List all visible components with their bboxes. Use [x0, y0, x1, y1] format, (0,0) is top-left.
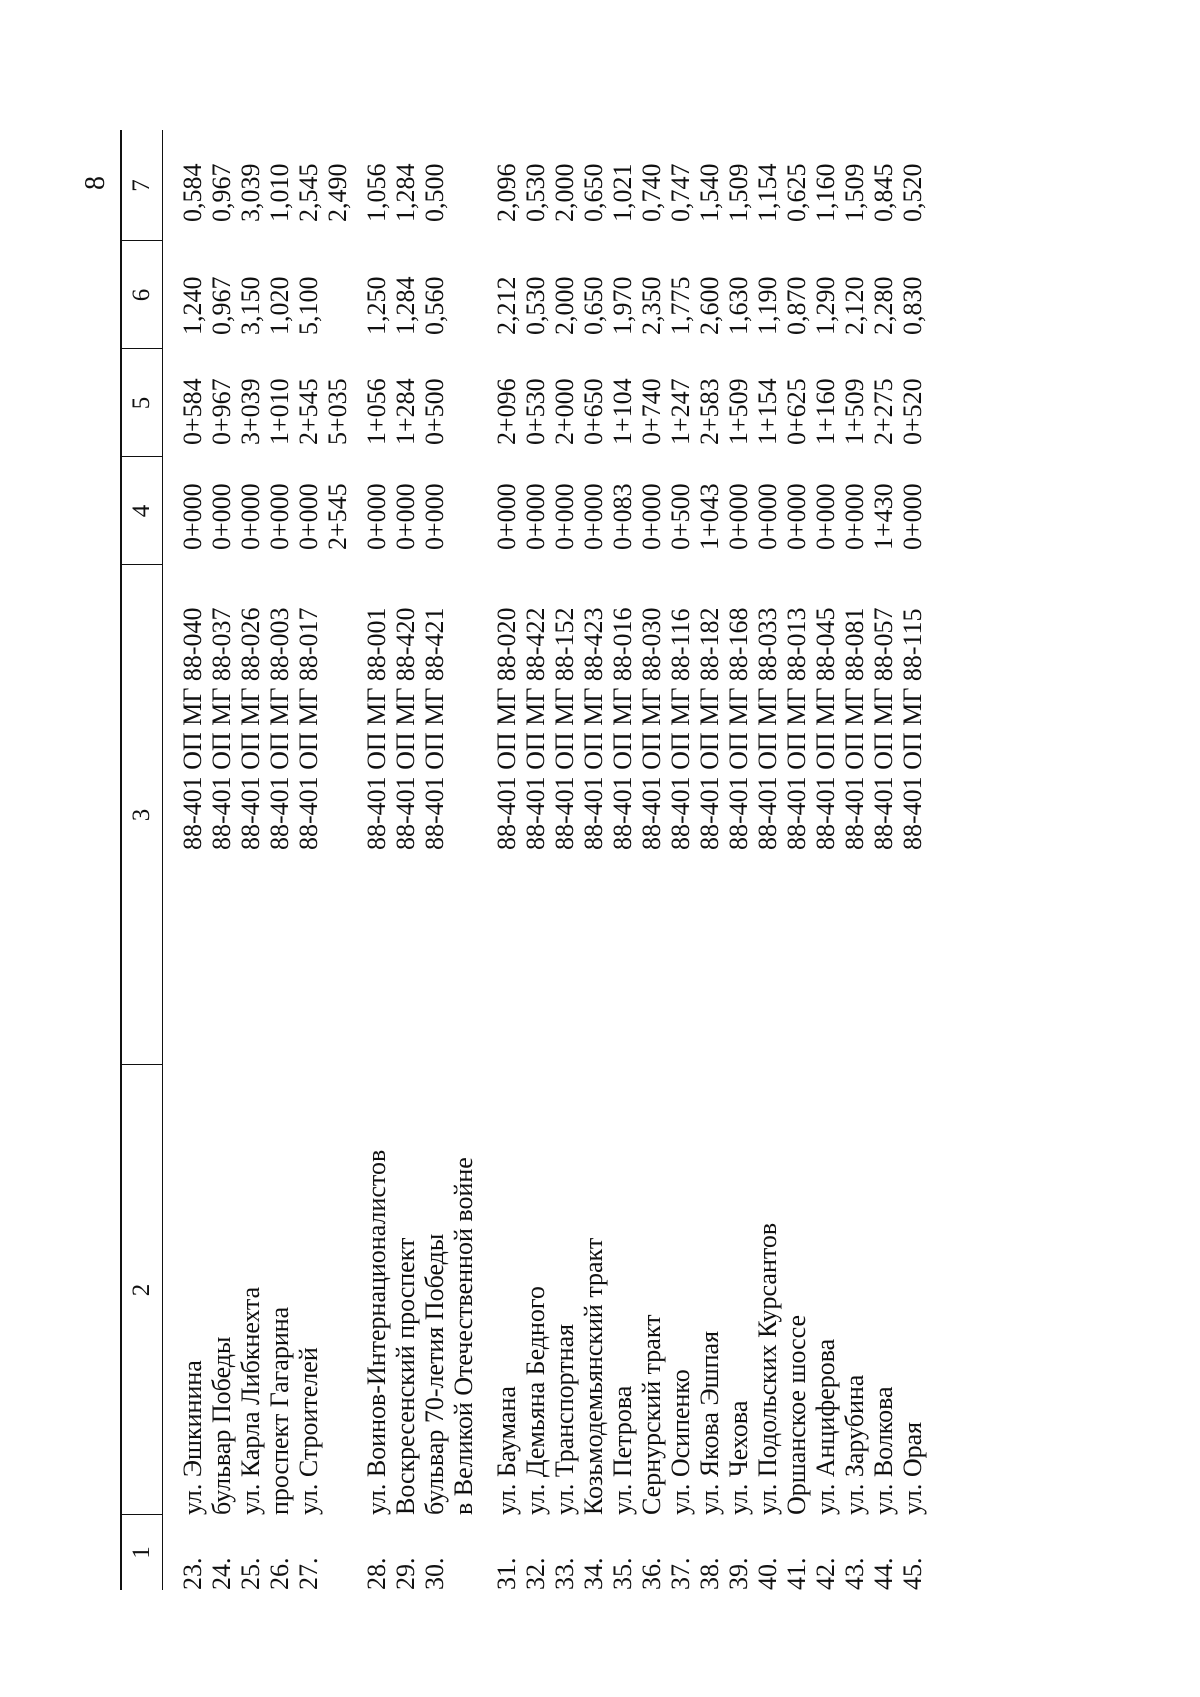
table-cell-n: 35. — [608, 1557, 637, 1590]
table-cell-code: 88-401 ОП МГ 88-016 — [608, 607, 637, 850]
table-cell-start: 0+000 — [294, 483, 323, 550]
table-cell-n: 24. — [207, 1557, 236, 1590]
table-cell-length: 2,120 — [840, 276, 869, 335]
table-cell-start: 0+500 — [666, 483, 695, 550]
header-col-7: 7 — [128, 179, 155, 192]
table-cell-name: Козьмодемьянский тракт — [579, 1237, 608, 1515]
table-cell-name: ул. Орая — [898, 1421, 927, 1515]
table-cell-value: 1,509 — [724, 163, 753, 222]
table-cell-code: 88-401 ОП МГ 88-116 — [666, 608, 695, 850]
table-cell-start: 0+000 — [265, 483, 294, 550]
table-cell-name: ул. Карла Либкнехта — [236, 1286, 265, 1515]
table-cell-name: ул. Демьяна Бедного — [521, 1286, 550, 1515]
table-cell-name: в Великой Отечественной войне — [449, 1157, 478, 1515]
table-cell-value: 0,740 — [637, 163, 666, 222]
table-cell-length: 1,630 — [724, 276, 753, 335]
table-cell-code: 88-401 ОП МГ 88-045 — [811, 607, 840, 850]
table-cell-start: 0+000 — [898, 483, 927, 550]
table-cell-value: 1,284 — [391, 163, 420, 222]
table-cell-start: 0+000 — [637, 483, 666, 550]
table-cell-code: 88-401 ОП МГ 88-030 — [637, 607, 666, 850]
table-cell-value: 1,540 — [695, 163, 724, 222]
table-cell-value: 0,650 — [579, 163, 608, 222]
table-cell-end: 0+625 — [782, 378, 811, 445]
table-cell-name: ул. Волкова — [869, 1386, 898, 1515]
table-row — [449, 130, 478, 1590]
table-row — [637, 130, 666, 1590]
table-cell-code: 88-401 ОП МГ 88-020 — [492, 607, 521, 850]
table-row — [724, 130, 753, 1590]
table-cell-start: 0+000 — [236, 483, 265, 550]
table-cell-end: 1+509 — [724, 378, 753, 445]
table-row — [579, 130, 608, 1590]
table-cell-value: 0,584 — [178, 163, 207, 222]
header-col-5: 5 — [128, 396, 155, 410]
table-cell-end: 0+967 — [207, 378, 236, 445]
table-cell-name: ул. Чехова — [724, 1400, 753, 1515]
header-col-6: 6 — [128, 288, 155, 302]
table-cell-n: 32. — [521, 1557, 550, 1590]
table-cell-n: 33. — [550, 1557, 579, 1590]
table-cell-start: 0+000 — [753, 483, 782, 550]
table-cell-code: 88-401 ОП МГ 88-037 — [207, 607, 236, 850]
table-cell-code: 88-401 ОП МГ 88-182 — [695, 607, 724, 850]
table-cell-length: 5,100 — [294, 276, 323, 335]
table-cell-start: 0+083 — [608, 483, 637, 550]
table-cell-value: 1,021 — [608, 163, 637, 222]
table-cell-name: ул. Эшкинина — [178, 1360, 207, 1515]
table-cell-start: 1+043 — [695, 483, 724, 550]
table-row — [265, 130, 294, 1590]
table-cell-end: 0+740 — [637, 378, 666, 445]
table-cell-code: 88-401 ОП МГ 88-057 — [869, 607, 898, 850]
table-cell-name: ул. Якова Эшпая — [695, 1330, 724, 1515]
header-col-3: 3 — [128, 808, 155, 822]
table-cell-n: 39. — [724, 1557, 753, 1590]
table-cell-end: 1+154 — [753, 378, 782, 445]
table-cell-code: 88-401 ОП МГ 88-421 — [420, 607, 449, 850]
table-cell-end: 0+500 — [420, 378, 449, 445]
table-cell-start: 0+000 — [391, 483, 420, 550]
table-cell-end: 3+039 — [236, 378, 265, 445]
table-row — [898, 130, 927, 1590]
table-cell-value: 1,509 — [840, 163, 869, 222]
table-cell-start: 0+000 — [178, 483, 207, 550]
table-cell-name: ул. Подольских Курсантов — [753, 1222, 782, 1515]
table-cell-n: 27. — [294, 1557, 323, 1590]
table-cell-length: 0,870 — [782, 276, 811, 335]
table-cell-end: 1+056 — [362, 378, 391, 445]
table-cell-length: 1,290 — [811, 276, 840, 335]
table-cell-code: 88-401 ОП МГ 88-026 — [236, 607, 265, 850]
table-cell-n: 43. — [840, 1557, 869, 1590]
table-cell-code: 88-401 ОП МГ 88-168 — [724, 607, 753, 850]
table-cell-n: 34. — [579, 1557, 608, 1590]
table-cell-start: 0+000 — [840, 483, 869, 550]
table-cell-end: 0+584 — [178, 378, 207, 445]
table-cell-n: 31. — [492, 1557, 521, 1590]
table-cell-length: 0,650 — [579, 276, 608, 335]
table-cell-value: 0,500 — [420, 163, 449, 222]
table-cell-end: 2+583 — [695, 378, 724, 445]
table-cell-code: 88-401 ОП МГ 88-001 — [362, 607, 391, 850]
table-cell-n: 37. — [666, 1557, 695, 1590]
table-cell-length: 2,600 — [695, 276, 724, 335]
table-cell-length: 1,020 — [265, 276, 294, 335]
table-cell-value: 1,056 — [362, 163, 391, 222]
table-cell-name: Сернурский тракт — [637, 1314, 666, 1515]
table-cell-start: 0+000 — [521, 483, 550, 550]
table-row — [869, 130, 898, 1590]
table-cell-n: 40. — [753, 1557, 782, 1590]
table-cell-n: 44. — [869, 1557, 898, 1590]
table-cell-start: 0+000 — [579, 483, 608, 550]
table-cell-value: 3,039 — [236, 163, 265, 222]
table-cell-length: 1,284 — [391, 276, 420, 335]
table-cell-value: 2,545 — [294, 163, 323, 222]
table-cell-length: 1,250 — [362, 276, 391, 335]
table-cell-start: 0+000 — [362, 483, 391, 550]
table-cell-n: 38. — [695, 1557, 724, 1590]
table-cell-length: 1,970 — [608, 276, 637, 335]
table-row — [782, 130, 811, 1590]
table-cell-start: 0+000 — [811, 483, 840, 550]
table-cell-end: 2+275 — [869, 378, 898, 445]
table-cell-name: ул. Зарубина — [840, 1374, 869, 1515]
table-cell-name: проспект Гагарина — [265, 1306, 294, 1515]
table-cell-end: 2+545 — [294, 378, 323, 445]
table-cell-code: 88-401 ОП МГ 88-040 — [178, 607, 207, 850]
table-cell-value: 0,845 — [869, 163, 898, 222]
table-cell-value: 0,967 — [207, 163, 236, 222]
table-cell-code: 88-401 ОП МГ 88-033 — [753, 607, 782, 850]
table-cell-n: 28. — [362, 1557, 391, 1590]
table-cell-value: 2,096 — [492, 163, 521, 222]
table-cell-code: 88-401 ОП МГ 88-013 — [782, 607, 811, 850]
table-cell-value: 1,154 — [753, 163, 782, 222]
table-cell-name: бульвар Победы — [207, 1336, 236, 1515]
table-cell-value: 0,520 — [898, 163, 927, 222]
table-cell-end: 1+104 — [608, 378, 637, 445]
table-row — [362, 130, 391, 1590]
table-row — [840, 130, 869, 1590]
table-cell-end: 2+096 — [492, 378, 521, 445]
header-col-1: 1 — [128, 1546, 155, 1559]
table-cell-length: 2,350 — [637, 276, 666, 335]
table-cell-end: 1+509 — [840, 378, 869, 445]
table-cell-code: 88-401 ОП МГ 88-152 — [550, 607, 579, 850]
table-cell-end: 1+160 — [811, 378, 840, 445]
table-cell-code: 88-401 ОП МГ 88-017 — [294, 607, 323, 850]
table-cell-n: 42. — [811, 1557, 840, 1590]
table-cell-start: 0+000 — [492, 483, 521, 550]
table-cell-start: 0+000 — [724, 483, 753, 550]
table-row — [811, 130, 840, 1590]
header-col-4: 4 — [128, 504, 155, 518]
table-cell-start: 1+430 — [869, 483, 898, 550]
table-cell-name: ул. Осипенко — [666, 1369, 695, 1515]
header-col-2: 2 — [128, 1283, 155, 1297]
table-row — [420, 130, 449, 1590]
table-cell-length: 2,212 — [492, 276, 521, 335]
table-cell-n: 25. — [236, 1557, 265, 1590]
table-cell-start: 2+545 — [323, 483, 352, 550]
table-cell-code: 88-401 ОП МГ 88-115 — [898, 608, 927, 850]
table-cell-name: ул. Транспортная — [550, 1323, 579, 1515]
table-cell-value: 0,625 — [782, 163, 811, 222]
table-row — [236, 130, 265, 1590]
table-row — [695, 130, 724, 1590]
table-cell-n: 30. — [420, 1557, 449, 1590]
table-cell-end: 2+000 — [550, 378, 579, 445]
table-cell-n: 26. — [265, 1557, 294, 1590]
table-cell-name: бульвар 70-летия Победы — [420, 1233, 449, 1515]
table-cell-n: 41. — [782, 1557, 811, 1590]
table-cell-name: ул. Строителей — [294, 1347, 323, 1515]
table-cell-end: 1+284 — [391, 378, 420, 445]
table-cell-value: 0,530 — [521, 163, 550, 222]
table-row — [521, 130, 550, 1590]
table-cell-end: 0+520 — [898, 378, 927, 445]
table-row — [666, 130, 695, 1590]
table-cell-code: 88-401 ОП МГ 88-081 — [840, 607, 869, 850]
table-header-row — [122, 130, 163, 1590]
table-cell-name: ул. Анциферова — [811, 1338, 840, 1515]
table-row — [391, 130, 420, 1590]
table-row — [492, 130, 521, 1590]
table-cell-start: 0+000 — [550, 483, 579, 550]
table-cell-name: ул. Воинов-Интернационалистов — [362, 1149, 391, 1515]
table-cell-length: 0,530 — [521, 276, 550, 335]
table-cell-name: Воскресенский проспект — [391, 1237, 420, 1515]
table-cell-value: 0,747 — [666, 163, 695, 222]
table-cell-length: 2,280 — [869, 276, 898, 335]
table-cell-end: 5+035 — [323, 378, 352, 445]
table-row — [753, 130, 782, 1590]
table-row — [207, 130, 236, 1590]
table-cell-code: 88-401 ОП МГ 88-420 — [391, 607, 420, 850]
table-cell-value: 1,010 — [265, 163, 294, 222]
table-cell-value: 2,490 — [323, 163, 352, 222]
table-cell-n: 23. — [178, 1557, 207, 1590]
table-cell-length: 0,830 — [898, 276, 927, 335]
table-row — [323, 130, 352, 1590]
table-cell-name: ул. Баумана — [492, 1386, 521, 1515]
rotated-table-sheet — [80, 130, 1020, 1590]
table-cell-length: 3,150 — [236, 276, 265, 335]
table-row — [608, 130, 637, 1590]
table-cell-end: 0+650 — [579, 378, 608, 445]
table-cell-end: 0+530 — [521, 378, 550, 445]
table-cell-end: 1+247 — [666, 378, 695, 445]
table-cell-end: 1+010 — [265, 378, 294, 445]
table-row — [178, 130, 207, 1590]
table-cell-start: 0+000 — [207, 483, 236, 550]
table-row — [550, 130, 579, 1590]
page-number: 8 — [80, 176, 111, 190]
table-cell-value: 1,160 — [811, 163, 840, 222]
table-cell-value: 2,000 — [550, 163, 579, 222]
table-cell-n: 36. — [637, 1557, 666, 1590]
table-cell-length: 1,190 — [753, 276, 782, 335]
table-cell-code: 88-401 ОП МГ 88-003 — [265, 607, 294, 850]
table-cell-code: 88-401 ОП МГ 88-423 — [579, 607, 608, 850]
table-cell-name: Оршанское шоссе — [782, 1314, 811, 1515]
table-row — [294, 130, 323, 1590]
table-cell-n: 29. — [391, 1557, 420, 1590]
table-cell-start: 0+000 — [782, 483, 811, 550]
table-cell-length: 1,240 — [178, 276, 207, 335]
table-cell-length: 0,967 — [207, 276, 236, 335]
table-cell-code: 88-401 ОП МГ 88-422 — [521, 607, 550, 850]
table-cell-n: 45. — [898, 1557, 927, 1590]
table-cell-start: 0+000 — [420, 483, 449, 550]
table-cell-length: 2,000 — [550, 276, 579, 335]
table-cell-length: 0,560 — [420, 276, 449, 335]
table-cell-name: ул. Петрова — [608, 1385, 637, 1515]
table-cell-length: 1,775 — [666, 276, 695, 335]
